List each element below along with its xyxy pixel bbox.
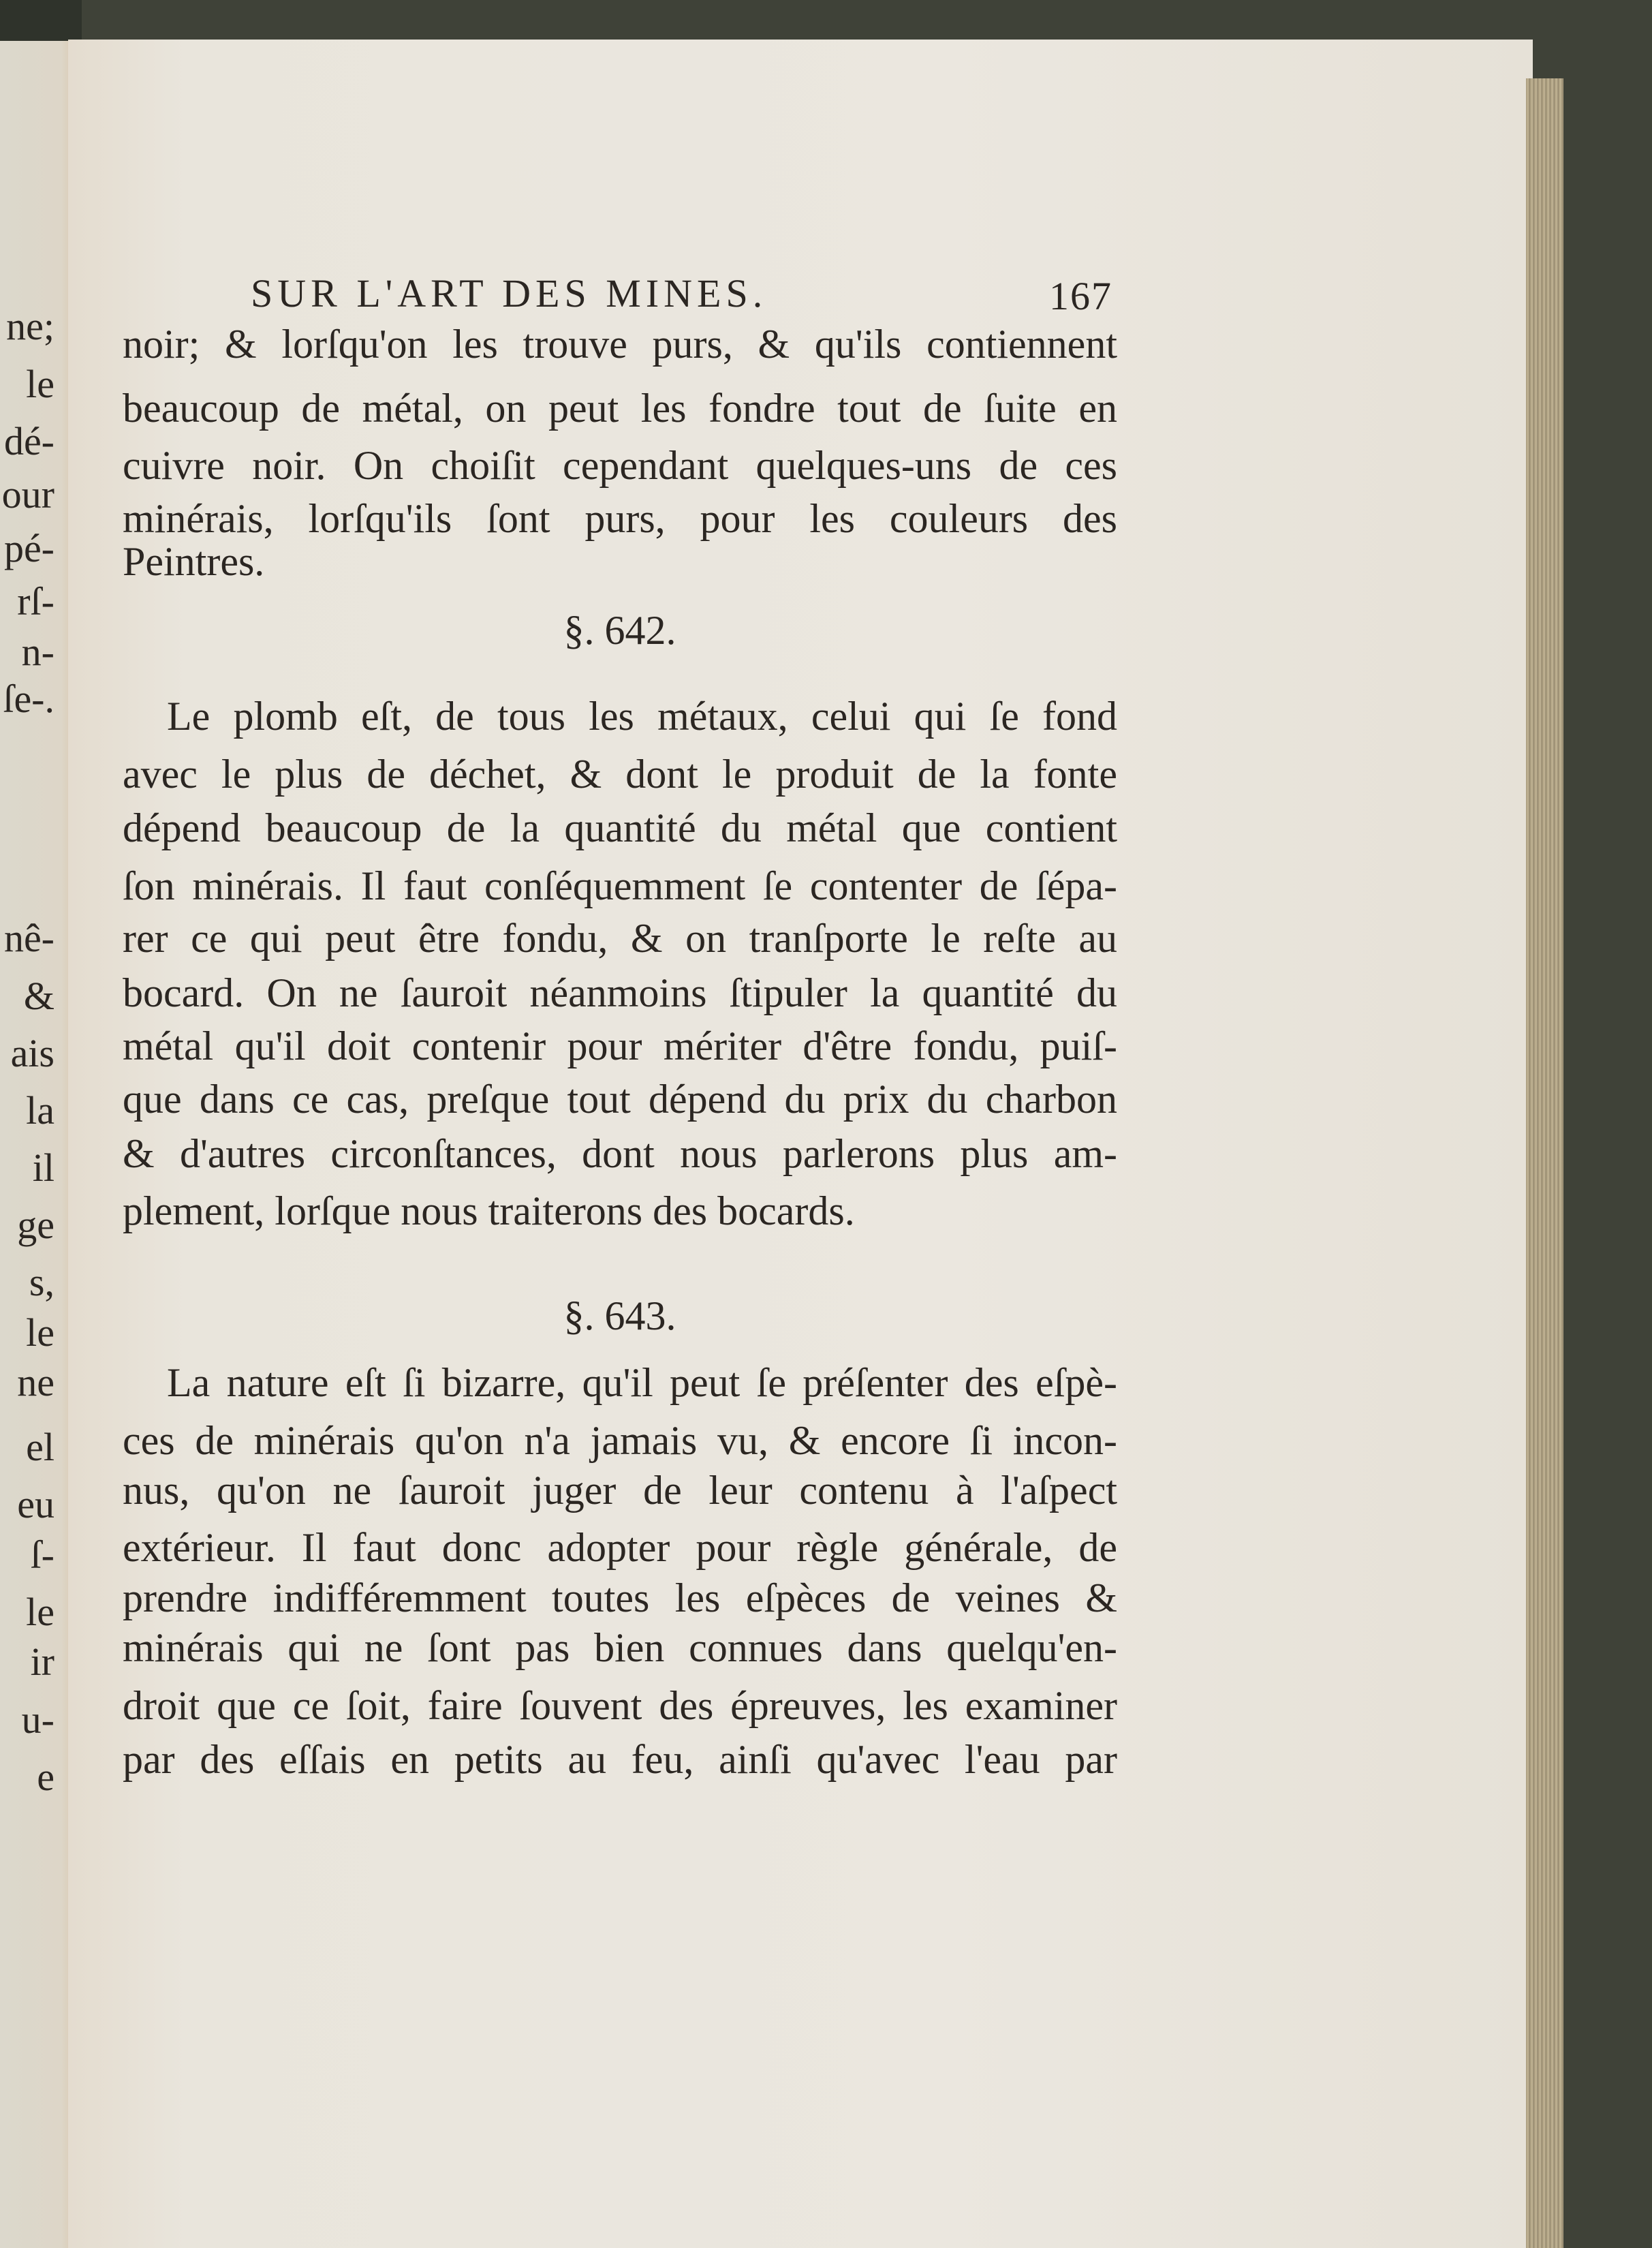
paragraph-2-line: plement, lorſque nous traiterons des bocards. [123, 1188, 855, 1233]
paragraph-2-line: avec le plus de déchet, & dont le produit de la fonte [123, 752, 1117, 797]
left-page-fragment: el [26, 1425, 54, 1469]
paragraph-2-line: rer ce qui peut être fondu, & on tranſporte le reſte au [123, 916, 1117, 961]
paragraph-3-line: La nature eſt ſi bizarre, qu'il peut ſe préſenter des eſpè- [167, 1360, 1117, 1405]
paragraph-3-line: ces de minérais qu'on n'a jamais vu, & encore ſi incon- [123, 1418, 1117, 1463]
paragraph-1-line: cuivre noir. On choiſit cependant quelques-uns de ces [123, 443, 1117, 488]
paragraph-2-line: métal qu'il doit contenir pour mériter d'être fondu, puiſ- [123, 1023, 1117, 1068]
paragraph-3-line: extérieur. Il faut donc adopter pour règle générale, de [123, 1525, 1117, 1570]
paragraph-1-line: Peintres. [123, 539, 265, 584]
left-page-fragment: u- [21, 1697, 54, 1742]
left-page-fragment: ne [17, 1360, 54, 1404]
left-page-fragment: ir [30, 1639, 54, 1684]
left-page-fragment: s, [29, 1260, 54, 1304]
paragraph-2-line: que dans ce cas, preſque tout dépend du prix du charbon [123, 1077, 1117, 1122]
paragraph-3-line: droit que ce ſoit, faire ſouvent des épreuves, les examiner [123, 1683, 1117, 1728]
left-page-fragment: nê- [3, 916, 54, 960]
left-page-fragment: ais [10, 1031, 54, 1075]
left-page-fragment: ne; [6, 304, 54, 348]
paragraph-3-line: prendre indifféremment toutes les eſpèces de veines & [123, 1575, 1117, 1620]
paragraph-1-line: minérais, lorſqu'ils ſont purs, pour les couleurs des [123, 496, 1117, 541]
left-page-fragment: le [26, 1590, 54, 1634]
left-page-fragment: & [23, 974, 54, 1018]
section-heading-642: §. 642. [563, 608, 676, 653]
running-title: SUR L'ART DES MINES. [251, 271, 768, 315]
left-page-fragment: le [26, 1310, 54, 1355]
section-heading-643: §. 643. [563, 1293, 676, 1338]
left-page-fragment: dé- [3, 419, 54, 463]
left-page-fragment: e [37, 1755, 54, 1799]
left-page-fragment: ſe-. [3, 677, 54, 721]
left-page-fragment: le [26, 362, 54, 406]
paragraph-2-line: bocard. On ne ſauroit néanmoins ſtipuler la quantité du [123, 970, 1117, 1015]
paragraph-2-line: & d'autres circonſtances, dont nous parlerons plus am- [123, 1131, 1117, 1176]
paragraph-2-line: Le plomb eſt, de tous les métaux, celui qui ſe fond [167, 694, 1117, 739]
left-page-fragment: il [32, 1145, 54, 1190]
paragraph-2-line: ſon minérais. Il faut conſéquemment ſe contenter de ſépa- [123, 863, 1117, 908]
paragraph-1-line: noir; & lorſqu'on les trouve purs, & qu'ils contiennent [123, 322, 1117, 367]
paragraph-3-line: nus, qu'on ne ſauroit juger de leur contenu à l'aſpect [123, 1468, 1117, 1513]
paragraph-1-line: beaucoup de métal, on peut les fondre tout de ſuite en [123, 386, 1117, 431]
left-page-fragment: n- [21, 630, 54, 674]
left-page-fragment: ge [17, 1203, 54, 1247]
page-edges [1526, 78, 1563, 2248]
left-page-fragment: eu [17, 1482, 54, 1526]
left-page-fragment: rſ- [17, 579, 54, 623]
left-page-fragment: pé- [3, 526, 54, 570]
paragraph-2-line: dépend beaucoup de la quantité du métal que contient [123, 805, 1117, 850]
page-number: 167 [1049, 274, 1112, 318]
left-page-fragment: la [26, 1088, 54, 1133]
left-page-fragment: ſ- [30, 1533, 54, 1577]
paragraph-3-line: par des eſſais en petits au feu, ainſi qu'avec l'eau par [123, 1737, 1117, 1782]
paragraph-3-line: minérais qui ne ſont pas bien connues dans quelqu'en- [123, 1625, 1117, 1670]
left-page-fragment: our [1, 472, 54, 517]
